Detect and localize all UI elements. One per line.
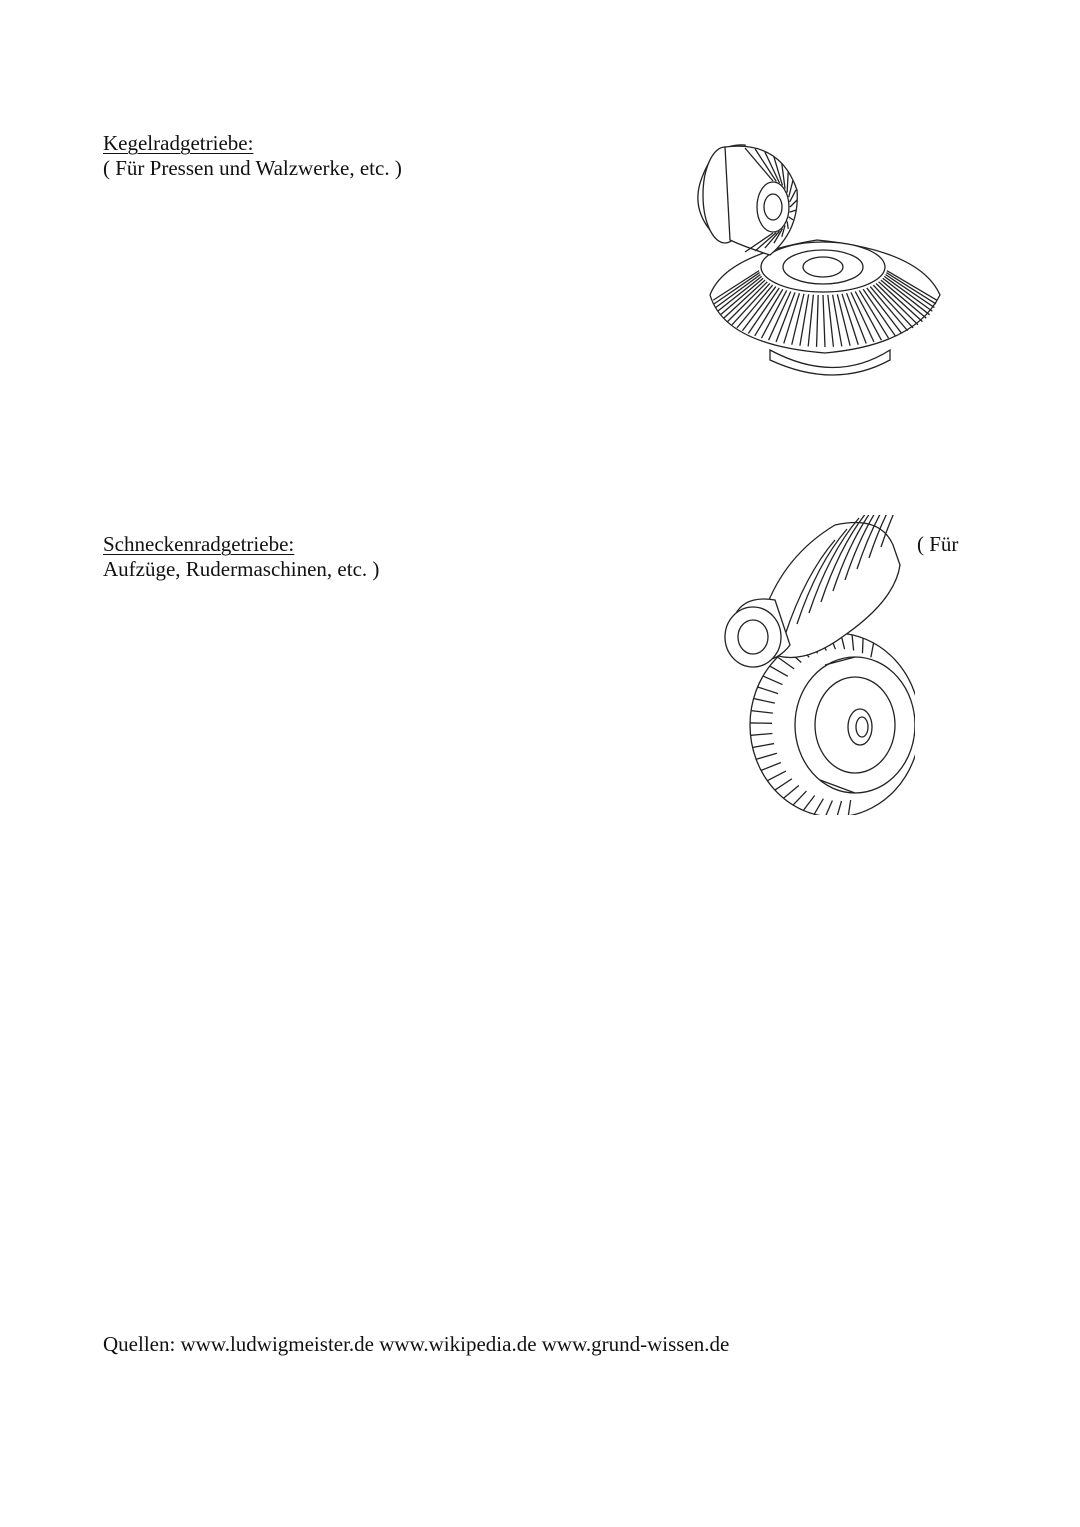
worm-gear-description-start: ( Für: [917, 532, 959, 556]
bevel-gear-drawing-icon: [685, 135, 950, 380]
bevel-gear-description: ( Für Pressen und Walzwerke, etc. ): [103, 156, 402, 180]
worm-gear-description-rest: Aufzüge, Rudermaschinen, etc. ): [103, 557, 380, 581]
worm-gear-drawing-icon: [715, 515, 915, 815]
bevel-gear-heading: Kegelradgetriebe:: [103, 131, 254, 155]
worm-gear-heading: Schneckenradgetriebe:: [103, 532, 295, 556]
sources-line: Quellen: www.ludwigmeister.de www.wikipedia.de www.grund-wissen.de: [103, 1332, 730, 1356]
